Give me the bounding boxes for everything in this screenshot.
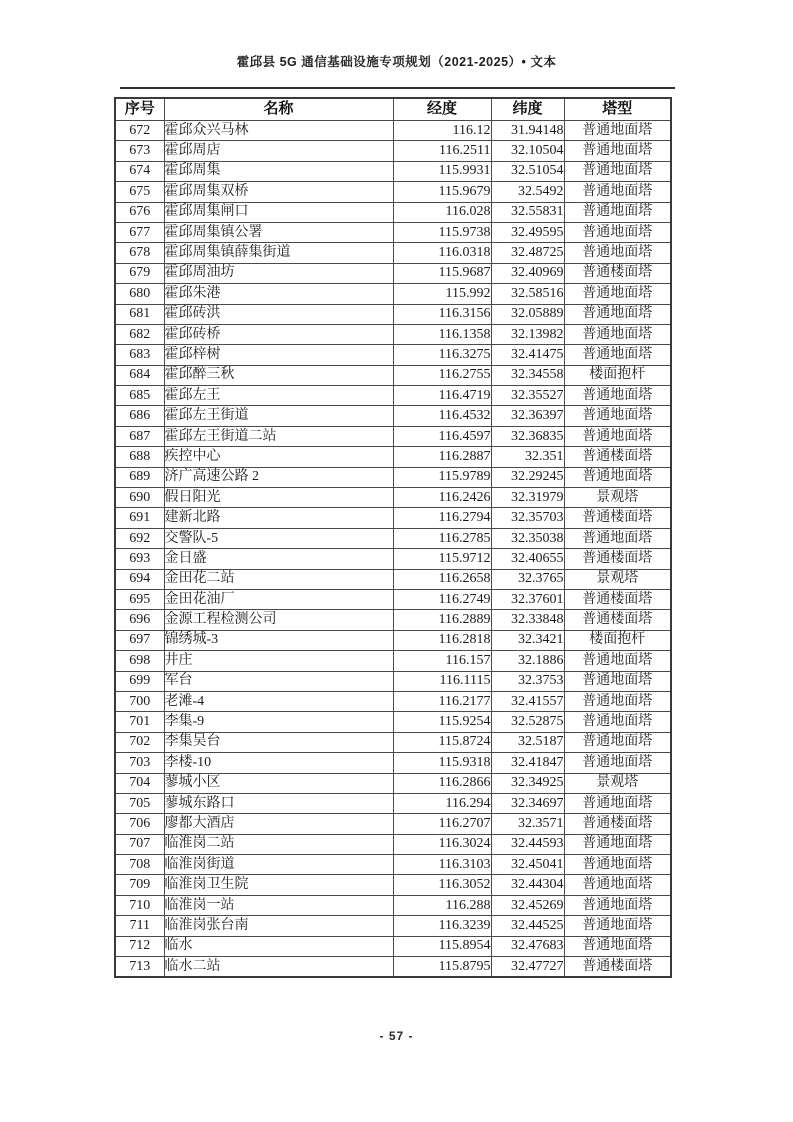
cell-longitude: 116.2426 <box>393 488 491 508</box>
cell-longitude: 116.2866 <box>393 773 491 793</box>
table-row <box>115 712 671 732</box>
cell-tower-type: 普通地面塔 <box>564 161 671 181</box>
table-row <box>115 141 671 161</box>
cell-name: 临淮岗卫生院 <box>164 875 393 895</box>
page-title: 霍邱县 5G 通信基础设施专项规划（2021-2025）• 文本 <box>236 55 557 69</box>
cell-seq: 672 <box>115 121 164 141</box>
cell-name: 临淮岗街道 <box>164 855 393 875</box>
cell-seq: 713 <box>115 957 164 978</box>
cell-seq: 687 <box>115 426 164 446</box>
cell-seq: 678 <box>115 243 164 263</box>
cell-seq: 691 <box>115 508 164 528</box>
cell-name: 霍邱左王街道 <box>164 406 393 426</box>
cell-latitude: 32.35527 <box>491 386 564 406</box>
cell-tower-type: 普通地面塔 <box>564 651 671 671</box>
column-header-tower-type: 塔型 <box>564 98 671 121</box>
cell-latitude: 32.36397 <box>491 406 564 426</box>
cell-seq: 709 <box>115 875 164 895</box>
cell-seq: 681 <box>115 304 164 324</box>
cell-tower-type: 普通地面塔 <box>564 345 671 365</box>
cell-latitude: 32.37601 <box>491 589 564 609</box>
cell-name: 建新北路 <box>164 508 393 528</box>
cell-latitude: 32.3571 <box>491 814 564 834</box>
cell-longitude: 116.2785 <box>393 528 491 548</box>
cell-longitude: 116.2755 <box>393 365 491 385</box>
table-row <box>115 691 671 711</box>
cell-seq: 696 <box>115 610 164 630</box>
cell-longitude: 115.992 <box>393 284 491 304</box>
cell-tower-type: 普通地面塔 <box>564 386 671 406</box>
cell-seq: 699 <box>115 671 164 691</box>
table-row <box>115 243 671 263</box>
cell-longitude: 116.4597 <box>393 426 491 446</box>
cell-longitude: 115.9687 <box>393 263 491 283</box>
cell-tower-type: 普通楼面塔 <box>564 814 671 834</box>
cell-seq: 674 <box>115 161 164 181</box>
table-row <box>115 773 671 793</box>
cell-latitude: 32.33848 <box>491 610 564 630</box>
table-row <box>115 528 671 548</box>
cell-name: 假日阳光 <box>164 488 393 508</box>
cell-seq: 701 <box>115 712 164 732</box>
cell-latitude: 32.351 <box>491 447 564 467</box>
cell-seq: 702 <box>115 732 164 752</box>
cell-tower-type: 普通地面塔 <box>564 141 671 161</box>
cell-longitude: 116.3052 <box>393 875 491 895</box>
cell-name: 临淮岗一站 <box>164 895 393 915</box>
cell-tower-type: 普通地面塔 <box>564 732 671 752</box>
table-row <box>115 549 671 569</box>
column-header-longitude: 经度 <box>393 98 491 121</box>
cell-tower-type: 普通地面塔 <box>564 712 671 732</box>
cell-longitude: 116.2794 <box>393 508 491 528</box>
cell-name: 霍邱周集闸口 <box>164 202 393 222</box>
table-row <box>115 916 671 936</box>
cell-name: 霍邱梓树 <box>164 345 393 365</box>
cell-name: 霍邱醉三秋 <box>164 365 393 385</box>
cell-seq: 688 <box>115 447 164 467</box>
cell-latitude: 32.55831 <box>491 202 564 222</box>
cell-name: 霍邱周集双桥 <box>164 182 393 202</box>
cell-tower-type: 普通楼面塔 <box>564 610 671 630</box>
cell-name: 临淮岗张台南 <box>164 916 393 936</box>
cell-seq: 693 <box>115 549 164 569</box>
cell-seq: 690 <box>115 488 164 508</box>
cell-tower-type: 普通地面塔 <box>564 243 671 263</box>
cell-longitude: 116.0318 <box>393 243 491 263</box>
cell-tower-type: 景观塔 <box>564 569 671 589</box>
table-row <box>115 508 671 528</box>
cell-tower-type: 普通地面塔 <box>564 202 671 222</box>
table-row <box>115 161 671 181</box>
cell-name: 临水 <box>164 936 393 956</box>
tower-table <box>114 97 672 978</box>
cell-latitude: 32.47727 <box>491 957 564 978</box>
cell-seq: 683 <box>115 345 164 365</box>
table-row <box>115 426 671 446</box>
cell-name: 霍邱周油坊 <box>164 263 393 283</box>
cell-name: 霍邱左王 <box>164 386 393 406</box>
cell-latitude: 32.41847 <box>491 753 564 773</box>
cell-name: 霍邱众兴马林 <box>164 121 393 141</box>
cell-seq: 703 <box>115 753 164 773</box>
cell-tower-type: 普通楼面塔 <box>564 589 671 609</box>
cell-longitude: 116.3239 <box>393 916 491 936</box>
cell-name: 金田花油厂 <box>164 589 393 609</box>
cell-tower-type: 普通地面塔 <box>564 304 671 324</box>
cell-name: 霍邱左王街道二站 <box>164 426 393 446</box>
cell-longitude: 116.2749 <box>393 589 491 609</box>
cell-latitude: 32.34925 <box>491 773 564 793</box>
cell-tower-type: 景观塔 <box>564 773 671 793</box>
column-header-latitude: 纬度 <box>491 98 564 121</box>
cell-seq: 700 <box>115 691 164 711</box>
cell-seq: 673 <box>115 141 164 161</box>
page-number: - 57 - <box>379 1029 414 1043</box>
table-row <box>115 345 671 365</box>
cell-seq: 692 <box>115 528 164 548</box>
cell-longitude: 116.4719 <box>393 386 491 406</box>
cell-tower-type: 普通楼面塔 <box>564 508 671 528</box>
cell-tower-type: 普通地面塔 <box>564 121 671 141</box>
table-row <box>115 895 671 915</box>
cell-tower-type: 景观塔 <box>564 488 671 508</box>
cell-tower-type: 普通地面塔 <box>564 916 671 936</box>
cell-seq: 705 <box>115 793 164 813</box>
cell-latitude: 32.45041 <box>491 855 564 875</box>
cell-name: 霍邱朱港 <box>164 284 393 304</box>
cell-longitude: 115.9318 <box>393 753 491 773</box>
table-row <box>115 222 671 242</box>
cell-tower-type: 普通地面塔 <box>564 406 671 426</box>
column-header-seq: 序号 <box>115 98 164 121</box>
cell-longitude: 116.2887 <box>393 447 491 467</box>
cell-latitude: 32.3753 <box>491 671 564 691</box>
cell-latitude: 31.94148 <box>491 121 564 141</box>
cell-tower-type: 普通楼面塔 <box>564 447 671 467</box>
cell-name: 霍邱砖桥 <box>164 324 393 344</box>
cell-tower-type: 普通楼面塔 <box>564 263 671 283</box>
cell-longitude: 115.9789 <box>393 467 491 487</box>
table-row <box>115 589 671 609</box>
cell-seq: 685 <box>115 386 164 406</box>
cell-latitude: 32.48725 <box>491 243 564 263</box>
cell-longitude: 116.2658 <box>393 569 491 589</box>
table-header-row <box>115 98 671 121</box>
cell-longitude: 115.9254 <box>393 712 491 732</box>
cell-seq: 684 <box>115 365 164 385</box>
cell-longitude: 116.2177 <box>393 691 491 711</box>
cell-seq: 711 <box>115 916 164 936</box>
table-row <box>115 936 671 956</box>
cell-longitude: 116.288 <box>393 895 491 915</box>
cell-latitude: 32.45269 <box>491 895 564 915</box>
cell-longitude: 116.1358 <box>393 324 491 344</box>
table-row <box>115 671 671 691</box>
table-row <box>115 182 671 202</box>
cell-longitude: 116.3103 <box>393 855 491 875</box>
cell-name: 金日盛 <box>164 549 393 569</box>
cell-longitude: 115.8724 <box>393 732 491 752</box>
cell-tower-type: 普通地面塔 <box>564 182 671 202</box>
cell-seq: 689 <box>115 467 164 487</box>
cell-name: 霍邱周集镇公署 <box>164 222 393 242</box>
cell-name: 霍邱砖洪 <box>164 304 393 324</box>
table-header <box>115 98 671 121</box>
cell-latitude: 32.40969 <box>491 263 564 283</box>
cell-name: 蓼城小区 <box>164 773 393 793</box>
cell-name: 临水二站 <box>164 957 393 978</box>
cell-longitude: 115.9679 <box>393 182 491 202</box>
cell-tower-type: 楼面抱杆 <box>564 630 671 650</box>
cell-name: 老滩-4 <box>164 691 393 711</box>
cell-latitude: 32.36835 <box>491 426 564 446</box>
cell-longitude: 115.9738 <box>393 222 491 242</box>
table-row <box>115 406 671 426</box>
cell-longitude: 116.1115 <box>393 671 491 691</box>
cell-longitude: 116.2818 <box>393 630 491 650</box>
cell-name: 井庄 <box>164 651 393 671</box>
cell-latitude: 32.29245 <box>491 467 564 487</box>
table-row <box>115 263 671 283</box>
cell-seq: 697 <box>115 630 164 650</box>
cell-longitude: 115.8795 <box>393 957 491 978</box>
cell-longitude: 115.9931 <box>393 161 491 181</box>
cell-seq: 712 <box>115 936 164 956</box>
table-row <box>115 467 671 487</box>
cell-latitude: 32.35038 <box>491 528 564 548</box>
cell-name: 军台 <box>164 671 393 691</box>
cell-seq: 682 <box>115 324 164 344</box>
cell-longitude: 116.2511 <box>393 141 491 161</box>
cell-name: 霍邱周集 <box>164 161 393 181</box>
table-row <box>115 651 671 671</box>
cell-latitude: 32.34558 <box>491 365 564 385</box>
cell-latitude: 32.49595 <box>491 222 564 242</box>
cell-longitude: 116.3275 <box>393 345 491 365</box>
cell-tower-type: 普通楼面塔 <box>564 957 671 978</box>
cell-latitude: 32.13982 <box>491 324 564 344</box>
cell-latitude: 32.3765 <box>491 569 564 589</box>
cell-latitude: 32.35703 <box>491 508 564 528</box>
cell-name: 霍邱周集镇薛集街道 <box>164 243 393 263</box>
table-row <box>115 386 671 406</box>
table-row <box>115 814 671 834</box>
table-row <box>115 365 671 385</box>
cell-latitude: 32.51054 <box>491 161 564 181</box>
cell-name: 李集吴台 <box>164 732 393 752</box>
table-row <box>115 569 671 589</box>
cell-name: 廖都大酒店 <box>164 814 393 834</box>
cell-latitude: 32.3421 <box>491 630 564 650</box>
cell-latitude: 32.44304 <box>491 875 564 895</box>
cell-seq: 675 <box>115 182 164 202</box>
cell-name: 疾控中心 <box>164 447 393 467</box>
table-row <box>115 753 671 773</box>
table-row <box>115 732 671 752</box>
cell-latitude: 32.58516 <box>491 284 564 304</box>
cell-latitude: 32.34697 <box>491 793 564 813</box>
cell-tower-type: 普通地面塔 <box>564 671 671 691</box>
cell-seq: 686 <box>115 406 164 426</box>
cell-tower-type: 普通地面塔 <box>564 936 671 956</box>
cell-latitude: 32.47683 <box>491 936 564 956</box>
cell-latitude: 32.41475 <box>491 345 564 365</box>
cell-latitude: 32.10504 <box>491 141 564 161</box>
cell-seq: 708 <box>115 855 164 875</box>
cell-latitude: 32.52875 <box>491 712 564 732</box>
cell-tower-type: 普通地面塔 <box>564 284 671 304</box>
cell-tower-type: 普通地面塔 <box>564 855 671 875</box>
cell-longitude: 115.9712 <box>393 549 491 569</box>
cell-latitude: 32.1886 <box>491 651 564 671</box>
cell-name: 霍邱周店 <box>164 141 393 161</box>
cell-tower-type: 普通地面塔 <box>564 691 671 711</box>
cell-latitude: 32.44593 <box>491 834 564 854</box>
cell-seq: 694 <box>115 569 164 589</box>
cell-seq: 679 <box>115 263 164 283</box>
cell-seq: 707 <box>115 834 164 854</box>
table-row <box>115 447 671 467</box>
cell-name: 临淮岗二站 <box>164 834 393 854</box>
cell-longitude: 116.12 <box>393 121 491 141</box>
table-row <box>115 957 671 978</box>
cell-latitude: 32.44525 <box>491 916 564 936</box>
table-row <box>115 855 671 875</box>
cell-name: 李集-9 <box>164 712 393 732</box>
cell-longitude: 116.2889 <box>393 610 491 630</box>
cell-longitude: 116.3156 <box>393 304 491 324</box>
cell-tower-type: 普通地面塔 <box>564 222 671 242</box>
cell-tower-type: 普通地面塔 <box>564 753 671 773</box>
cell-longitude: 116.2707 <box>393 814 491 834</box>
cell-latitude: 32.31979 <box>491 488 564 508</box>
cell-tower-type: 普通地面塔 <box>564 467 671 487</box>
cell-tower-type: 普通地面塔 <box>564 895 671 915</box>
table-row <box>115 202 671 222</box>
cell-name: 金田花二站 <box>164 569 393 589</box>
table-row <box>115 834 671 854</box>
table-row <box>115 121 671 141</box>
cell-latitude: 32.05889 <box>491 304 564 324</box>
column-header-name: 名称 <box>164 98 393 121</box>
cell-name: 锦绣城-3 <box>164 630 393 650</box>
table-row <box>115 488 671 508</box>
cell-name: 李楼-10 <box>164 753 393 773</box>
cell-longitude: 116.157 <box>393 651 491 671</box>
cell-tower-type: 普通地面塔 <box>564 528 671 548</box>
table-row <box>115 630 671 650</box>
cell-seq: 706 <box>115 814 164 834</box>
cell-name: 交警队-5 <box>164 528 393 548</box>
cell-latitude: 32.40655 <box>491 549 564 569</box>
cell-longitude: 116.294 <box>393 793 491 813</box>
cell-tower-type: 普通楼面塔 <box>564 549 671 569</box>
table-row <box>115 793 671 813</box>
cell-tower-type: 普通地面塔 <box>564 793 671 813</box>
cell-seq: 710 <box>115 895 164 915</box>
cell-seq: 698 <box>115 651 164 671</box>
table-row <box>115 875 671 895</box>
cell-tower-type: 普通地面塔 <box>564 834 671 854</box>
cell-tower-type: 普通地面塔 <box>564 426 671 446</box>
cell-seq: 676 <box>115 202 164 222</box>
table-row <box>115 304 671 324</box>
table-row <box>115 610 671 630</box>
cell-tower-type: 楼面抱杆 <box>564 365 671 385</box>
cell-seq: 677 <box>115 222 164 242</box>
cell-longitude: 116.3024 <box>393 834 491 854</box>
cell-longitude: 116.4532 <box>393 406 491 426</box>
cell-seq: 704 <box>115 773 164 793</box>
cell-longitude: 116.028 <box>393 202 491 222</box>
cell-seq: 680 <box>115 284 164 304</box>
cell-latitude: 32.5492 <box>491 182 564 202</box>
cell-tower-type: 普通地面塔 <box>564 324 671 344</box>
cell-name: 济广高速公路 2 <box>164 467 393 487</box>
table-body <box>115 121 671 978</box>
cell-seq: 695 <box>115 589 164 609</box>
cell-latitude: 32.41557 <box>491 691 564 711</box>
header-divider <box>120 87 675 89</box>
cell-name: 金源工程检测公司 <box>164 610 393 630</box>
cell-tower-type: 普通地面塔 <box>564 875 671 895</box>
table-row <box>115 284 671 304</box>
cell-name: 蓼城东路口 <box>164 793 393 813</box>
cell-longitude: 115.8954 <box>393 936 491 956</box>
table-row <box>115 324 671 344</box>
cell-latitude: 32.5187 <box>491 732 564 752</box>
